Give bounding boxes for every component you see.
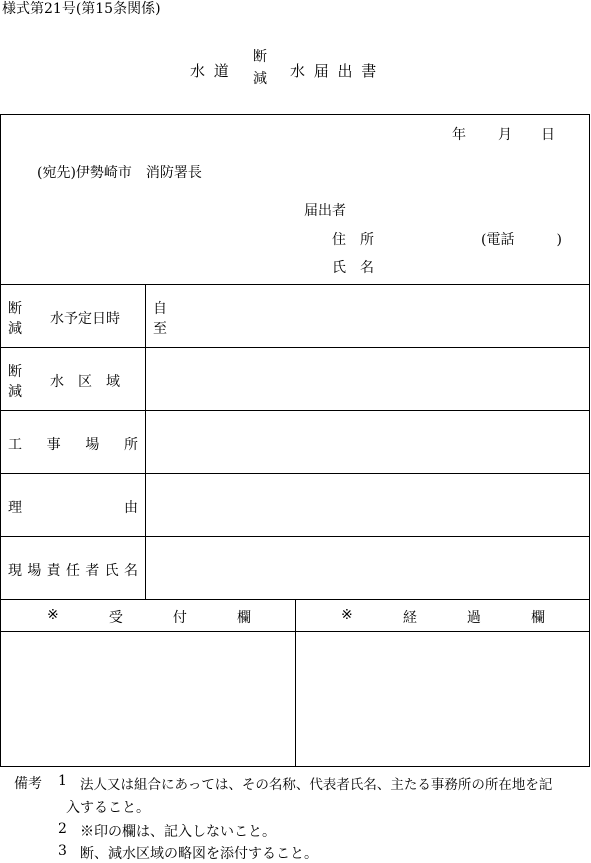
schedule-label-main: 水予定日時 xyxy=(50,311,120,327)
rule-area-bottom xyxy=(0,410,590,411)
rule-site-bottom xyxy=(0,473,590,474)
progress-char: 過 xyxy=(466,610,481,626)
title-stack-bottom: 減 xyxy=(253,71,267,87)
receipt-mark: ※ xyxy=(47,607,59,623)
receipt-char: 欄 xyxy=(236,610,251,626)
area-label-top: 断 xyxy=(8,364,22,380)
title-part2: 水 届 出 書 xyxy=(290,62,379,80)
progress-char: 欄 xyxy=(530,610,545,626)
schedule-label-top: 断 xyxy=(8,301,22,317)
site-label xyxy=(8,434,138,454)
site-label-char: 所 xyxy=(123,437,138,453)
date-day: 日 xyxy=(541,127,555,143)
site-label-char: 工 xyxy=(8,437,22,453)
progress-char: 経 xyxy=(402,610,417,626)
note-3-text: 断、減水区域の略図を添付すること。 xyxy=(80,846,318,862)
manager-label-char: 氏 xyxy=(104,563,119,579)
title-part1: 水 道 xyxy=(190,62,231,80)
manager-label-char: 責 xyxy=(46,563,61,579)
reason-label-char: 理 xyxy=(8,500,22,516)
receipt-char: 付 xyxy=(172,610,187,626)
date-year: 年 xyxy=(452,127,466,143)
receipt-box-header xyxy=(47,607,251,627)
addressee: (宛先)伊勢崎市 消防署長 xyxy=(37,165,202,181)
notes-heading: 備考 xyxy=(14,776,42,792)
note-1-line2: 入すること。 xyxy=(66,800,150,816)
note-2-text: ※印の欄は、記入しないこと。 xyxy=(80,824,276,840)
schedule-label-bottom: 減 xyxy=(8,321,22,337)
area-label-bottom: 減 xyxy=(8,384,22,400)
manager-label-char: 任 xyxy=(65,563,80,579)
address-label: 住 所 xyxy=(332,232,374,248)
note-1-line1: 法人又は組合にあっては、その名称、代表者氏名、主たる事務所の所在地を記 xyxy=(80,777,553,793)
schedule-from: 自 xyxy=(153,301,167,317)
progress-box-header xyxy=(341,607,545,627)
manager-label-char: 場 xyxy=(27,563,42,579)
note-2-number: 2 xyxy=(58,821,67,837)
receipt-char: 受 xyxy=(108,610,123,626)
reason-label xyxy=(8,497,138,517)
rule-schedule-bottom xyxy=(0,347,590,348)
date-month: 月 xyxy=(498,127,512,143)
rule-reason-bottom xyxy=(0,536,590,537)
form-number: 様式第21号(第15条関係) xyxy=(2,1,161,17)
title-stack-top: 断 xyxy=(253,49,267,65)
manager-label-char: 者 xyxy=(85,563,100,579)
site-label-char: 事 xyxy=(46,437,61,453)
schedule-to: 至 xyxy=(153,321,167,337)
area-label-main: 水 区 域 xyxy=(50,374,120,390)
manager-label xyxy=(8,560,138,580)
manager-label-char: 現 xyxy=(8,563,22,579)
site-label-char: 場 xyxy=(85,437,100,453)
name-label: 氏 名 xyxy=(332,260,374,276)
reason-label-char: 由 xyxy=(124,500,138,516)
note-3-number: 3 xyxy=(58,843,67,859)
applicant-label: 届出者 xyxy=(304,203,346,219)
rule-label-column xyxy=(145,284,146,600)
manager-label-char: 名 xyxy=(123,563,138,579)
rule-footer-divider xyxy=(295,599,296,767)
note-1-number: 1 xyxy=(58,773,67,789)
progress-mark: ※ xyxy=(341,607,353,623)
rule-header-bottom xyxy=(0,284,590,285)
phone-label: (電話 ) xyxy=(481,232,562,248)
